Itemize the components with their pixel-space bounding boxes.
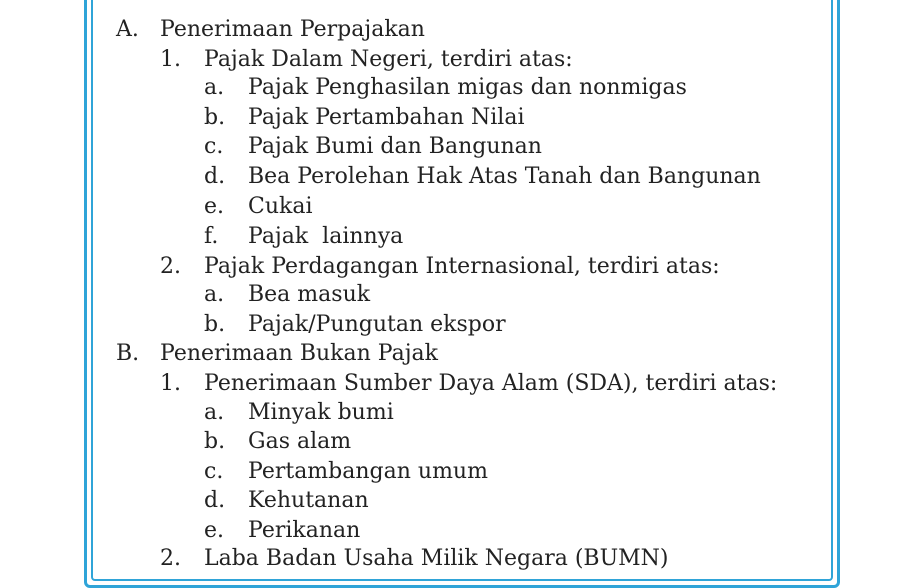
item-marker: 1. [160,47,181,72]
subitem-marker: b. [204,105,226,130]
subitem-marker: f. [204,224,219,249]
subitem-marker: c. [204,459,224,484]
subitem-text: Bea Perolehan Hak Atas Tanah dan Bangunan [248,164,761,189]
subitem-marker: a. [204,400,225,425]
subitem-marker: c. [204,134,224,159]
section-title: Penerimaan Bukan Pajak [160,341,438,366]
subitem-text: Pajak Penghasilan migas dan nonmigas [248,75,687,100]
subitem-text: Pajak/Pungutan ekspor [248,312,506,337]
subitem-marker: a. [204,282,225,307]
subitem-text: Cukai [248,194,313,219]
subitem-marker: d. [204,164,226,189]
subitem-text: Perikanan [248,518,361,543]
subitem-text: Pajak Bumi dan Bangunan [248,134,542,159]
subitem-text: Pertambangan umum [248,459,488,484]
item-title: Pajak Dalam Negeri, terdiri atas: [204,47,573,72]
item-marker: 2. [160,254,181,279]
subitem-text: Bea masuk [248,282,371,307]
section-marker: B. [116,341,140,366]
subitem-marker: e. [204,194,225,219]
section-marker: A. [116,17,139,42]
subitem-text: Pajak lainnya [248,224,404,249]
section-title: Penerimaan Perpajakan [160,17,425,42]
subitem-marker: a. [204,75,225,100]
item-title: Pajak Perdagangan Internasional, terdiri atas: [204,254,720,279]
subitem-text: Minyak bumi [248,400,394,425]
item-title: Laba Badan Usaha Milik Negara (BUMN) [204,546,669,571]
item-marker: 2. [160,546,181,571]
item-title: Penerimaan Sumber Daya Alam (SDA), terdiri atas: [204,371,778,396]
item-marker: 1. [160,371,181,396]
subitem-text: Kehutanan [248,488,369,513]
subitem-marker: b. [204,429,226,454]
subitem-text: Gas alam [248,429,352,454]
subitem-marker: d. [204,488,226,513]
subitem-text: Pajak Pertambahan Nilai [248,105,525,130]
subitem-marker: b. [204,312,226,337]
subitem-marker: e. [204,518,225,543]
